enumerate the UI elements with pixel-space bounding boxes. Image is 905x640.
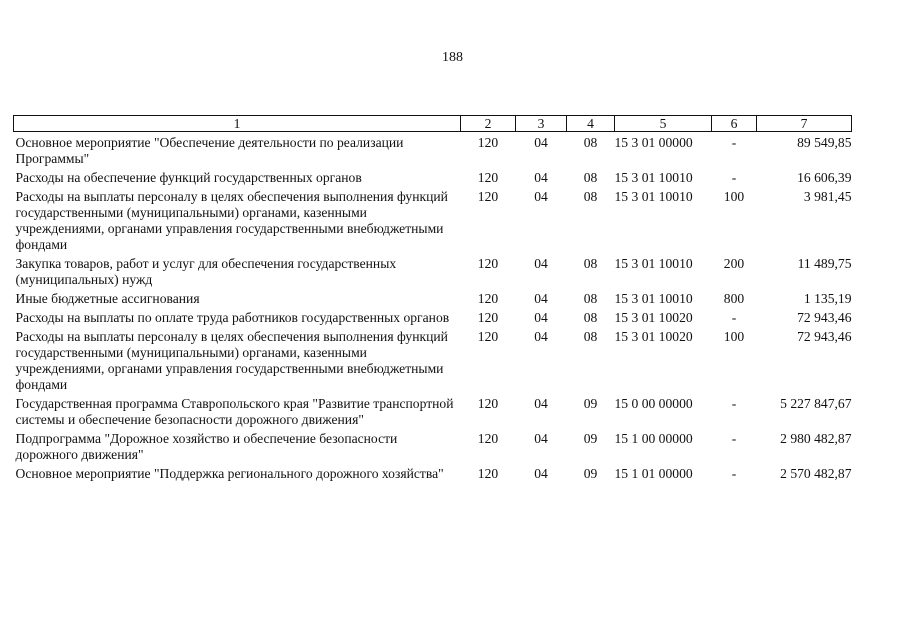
row-section: 04 [534, 310, 548, 325]
row-name: Основное мероприятие "Поддержка регионального дорожного хозяйства" [15, 466, 444, 481]
row-name: Основное мероприятие "Обеспечение деятельности по реализации Программы" [15, 135, 404, 166]
header-col-4: 4 [567, 116, 615, 132]
row-section: 04 [534, 329, 548, 344]
row-section: 04 [534, 466, 548, 481]
row-ministry: 120 [477, 256, 499, 271]
row-expense-type: - [731, 396, 737, 411]
row-expense-type: - [731, 135, 737, 150]
row-target: 15 1 01 00000 [614, 466, 693, 481]
header-col-1: 1 [14, 116, 461, 132]
row-section: 04 [534, 135, 548, 150]
row-amount: 72 943,46 [797, 310, 852, 325]
row-target: 15 3 01 10020 [614, 329, 693, 344]
row-name: Подпрограмма "Дорожное хозяйство и обеспечение безопасности дорожного движения" [15, 431, 398, 462]
row-ministry: 120 [477, 170, 499, 185]
row-target: 15 3 01 10010 [614, 189, 693, 204]
row-subsection: 09 [583, 431, 598, 446]
header-col-7: 7 [757, 116, 852, 132]
row-target: 15 3 01 10010 [614, 170, 693, 185]
table-row [14, 329, 852, 396]
row-amount: 2 980 482,87 [780, 431, 852, 446]
row-expense-type: - [731, 310, 737, 325]
row-name: Расходы на выплаты персоналу в целях обеспечения выполнения функций государственными (муниципальными) органами, казенными учреждениями, органами управления государственными внебюджетными фондами [15, 329, 448, 392]
row-name: Государственная программа Ставропольского края "Развитие транспортной системы и обеспечение безопасности дорожного движения" [15, 396, 454, 427]
row-ministry: 120 [477, 310, 499, 325]
header-col-3: 3 [516, 116, 567, 132]
row-target: 15 3 01 10010 [614, 256, 693, 271]
table-row [14, 396, 852, 431]
row-section: 04 [534, 256, 548, 271]
row-section: 04 [534, 291, 548, 306]
row-section: 04 [534, 431, 548, 446]
row-target: 15 3 01 00000 [614, 135, 693, 150]
row-amount: 1 135,19 [803, 291, 852, 306]
table-row [14, 256, 852, 291]
row-ministry: 120 [477, 396, 499, 411]
row-target: 15 3 01 10010 [614, 291, 693, 306]
row-subsection: 08 [583, 135, 598, 150]
row-expense-type: 200 [723, 256, 745, 271]
header-col-5: 5 [615, 116, 712, 132]
row-expense-type: 100 [723, 329, 745, 344]
table-row [14, 291, 852, 310]
table-row [14, 466, 852, 485]
row-expense-type: - [731, 466, 737, 481]
row-expense-type: - [731, 170, 737, 185]
row-amount: 5 227 847,67 [780, 396, 852, 411]
row-name: Закупка товаров, работ и услуг для обеспечения государственных (муниципальных) нужд [15, 256, 397, 287]
row-expense-type: 800 [723, 291, 745, 306]
header-col-6: 6 [712, 116, 757, 132]
row-subsection: 08 [583, 256, 598, 271]
table-header-row [14, 116, 852, 132]
row-amount: 89 549,85 [797, 135, 852, 150]
row-name: Расходы на выплаты по оплате труда работников государственных органов [15, 310, 450, 325]
row-ministry: 120 [477, 431, 499, 446]
row-ministry: 120 [477, 329, 499, 344]
row-ministry: 120 [477, 291, 499, 306]
table-row [14, 170, 852, 189]
row-subsection: 09 [583, 466, 598, 481]
row-section: 04 [534, 396, 548, 411]
row-name: Расходы на обеспечение функций государственных органов [15, 170, 362, 185]
row-target: 15 3 01 10020 [614, 310, 693, 325]
row-ministry: 120 [477, 189, 499, 204]
table-row [14, 431, 852, 466]
row-amount: 16 606,39 [797, 170, 852, 185]
row-subsection: 08 [583, 170, 598, 185]
row-subsection: 09 [583, 396, 598, 411]
table-row [14, 310, 852, 329]
budget-table [13, 115, 852, 485]
row-target: 15 1 00 00000 [614, 431, 693, 446]
row-ministry: 120 [477, 466, 499, 481]
row-ministry: 120 [477, 135, 499, 150]
table-row [14, 189, 852, 256]
row-name: Расходы на выплаты персоналу в целях обеспечения выполнения функций государственными (муниципальными) органами, казенными учреждениями, органами управления государственными внебюджетными фондами [15, 189, 448, 252]
row-expense-type: 100 [723, 189, 745, 204]
row-section: 04 [534, 170, 548, 185]
header-col-2: 2 [461, 116, 516, 132]
row-subsection: 08 [583, 310, 598, 325]
row-amount: 2 570 482,87 [780, 466, 852, 481]
row-subsection: 08 [583, 291, 598, 306]
row-section: 04 [534, 189, 548, 204]
row-subsection: 08 [583, 329, 598, 344]
row-amount: 3 981,45 [803, 189, 852, 204]
row-expense-type: - [731, 431, 737, 446]
row-name: Иные бюджетные ассигнования [15, 291, 200, 306]
row-target: 15 0 00 00000 [614, 396, 693, 411]
row-subsection: 08 [583, 189, 598, 204]
table-row [14, 132, 852, 171]
row-amount: 72 943,46 [797, 329, 852, 344]
page-number: 188 [442, 50, 463, 65]
row-amount: 11 489,75 [797, 256, 852, 271]
